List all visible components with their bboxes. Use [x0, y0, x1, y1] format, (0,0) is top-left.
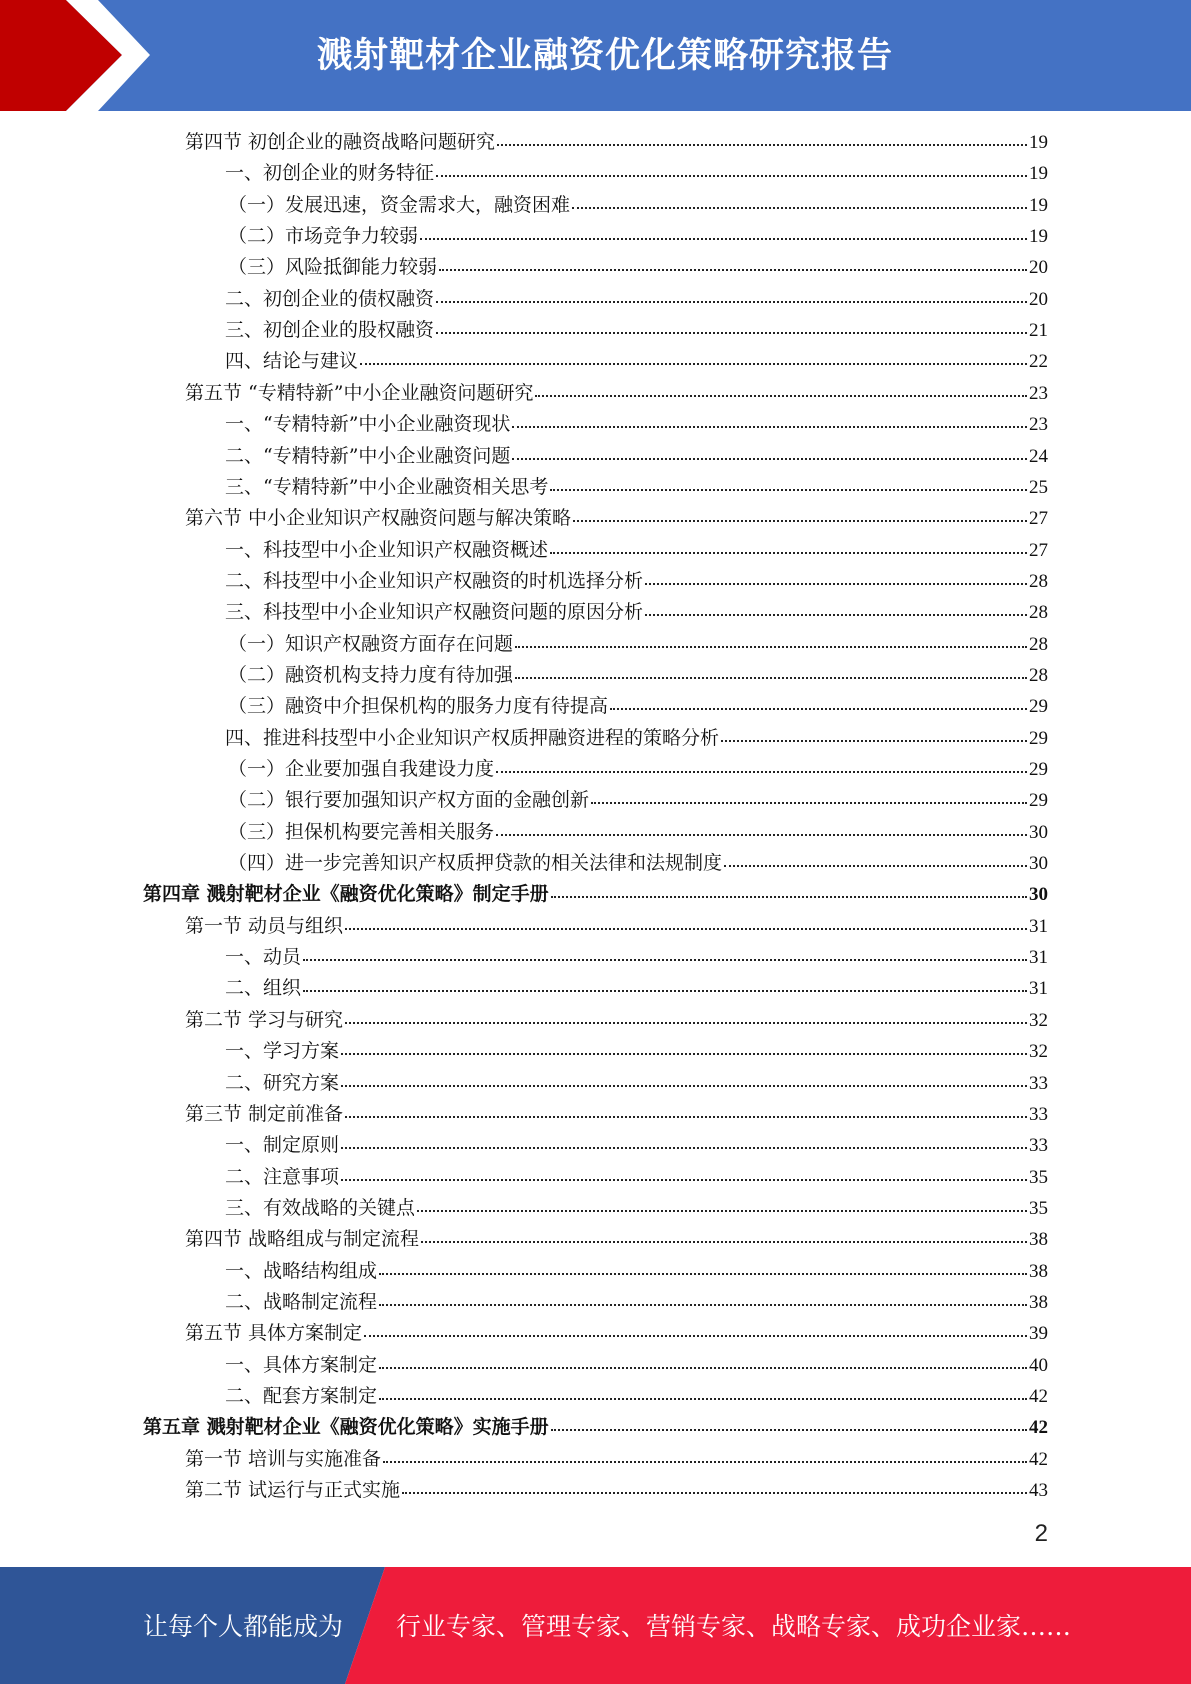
- toc-entry[interactable]: [228, 629, 1048, 659]
- toc-entry[interactable]: [225, 1130, 1048, 1160]
- toc-entry-label: 第二节 学习与研究: [185, 1008, 344, 1031]
- toc-leader-dots: [379, 1350, 1027, 1369]
- toc-leader-dots: [436, 158, 1027, 177]
- toc-entry-label: 一、初创企业的财务特征: [225, 162, 435, 185]
- toc-entry-page: 23: [1029, 414, 1048, 436]
- toc-entry[interactable]: [225, 441, 1048, 471]
- toc-entry-page: 42: [1029, 1448, 1048, 1470]
- toc-entry-page: 21: [1029, 320, 1048, 342]
- toc-entry-page: 31: [1029, 978, 1048, 1000]
- page-number: 2: [1034, 1520, 1048, 1547]
- toc-entry-page: 38: [1029, 1229, 1048, 1251]
- toc-leader-dots: [550, 472, 1027, 491]
- toc-entry-page: 32: [1029, 1041, 1048, 1063]
- toc-entry[interactable]: [225, 284, 1048, 314]
- toc-entry[interactable]: [185, 378, 1048, 408]
- toc-entry-page: 25: [1029, 476, 1048, 498]
- toc-leader-dots: [591, 785, 1027, 804]
- toc-leader-dots: [573, 503, 1027, 522]
- toc-leader-dots: [497, 127, 1027, 146]
- toc-entry-page: 19: [1029, 163, 1048, 185]
- toc-entry-label: 第四节 初创企业的融资战略问题研究: [185, 131, 496, 153]
- toc-leader-dots: [341, 1162, 1027, 1181]
- toc-entry-page: 27: [1029, 508, 1048, 530]
- toc-leader-dots: [512, 409, 1027, 428]
- toc-entry-label: 第一节 动员与组织: [185, 914, 344, 937]
- toc-entry-page: 43: [1029, 1480, 1048, 1502]
- toc-entry[interactable]: [225, 409, 1048, 439]
- toc-entry[interactable]: [228, 660, 1048, 690]
- toc-entry[interactable]: [228, 691, 1048, 721]
- toc-entry[interactable]: [143, 1412, 1048, 1442]
- toc-entry-page: 32: [1029, 1009, 1048, 1031]
- toc-entry-page: 19: [1029, 132, 1048, 153]
- toc-entry[interactable]: [228, 848, 1048, 878]
- toc-entry-label: 一、战略结构组成: [225, 1259, 378, 1282]
- toc-entry-page: 33: [1029, 1072, 1048, 1094]
- toc-entry-page: 29: [1029, 790, 1048, 812]
- toc-leader-dots: [610, 691, 1027, 710]
- toc-entry[interactable]: [185, 1318, 1048, 1348]
- toc-entry[interactable]: [225, 942, 1048, 972]
- toc-entry-page: 19: [1029, 194, 1048, 216]
- toc-leader-dots: [379, 1256, 1027, 1275]
- toc-entry-label: 二、组织: [225, 977, 302, 1000]
- toc-entry-page: 27: [1029, 539, 1048, 561]
- toc-entry[interactable]: [225, 1068, 1048, 1098]
- toc-entry[interactable]: [185, 1224, 1048, 1254]
- toc-leader-dots: [379, 1287, 1027, 1306]
- toc-entry-label: （二）市场竞争力较弱: [228, 225, 419, 248]
- toc-entry[interactable]: [228, 785, 1048, 815]
- page-footer: [0, 1567, 1191, 1684]
- toc-entry-page: 22: [1029, 351, 1048, 373]
- toc-entry[interactable]: [185, 1005, 1048, 1035]
- toc-entry-page: 24: [1029, 445, 1048, 467]
- toc-entry-label: （三）担保机构要完善相关服务: [228, 820, 495, 843]
- toc-entry-label: 二、研究方案: [225, 1071, 340, 1094]
- toc-entry-page: 42: [1029, 1386, 1048, 1407]
- toc-entry-label: （三）风险抵御能力较弱: [228, 256, 438, 279]
- toc-leader-dots: [402, 1475, 1027, 1494]
- toc-entry[interactable]: [228, 817, 1048, 847]
- toc-entry-page: 29: [1029, 759, 1048, 780]
- toc-leader-dots: [341, 1036, 1027, 1055]
- toc-entry[interactable]: [225, 1287, 1048, 1317]
- toc-entry[interactable]: [228, 190, 1048, 220]
- toc-entry-label: 三、有效战略的关键点: [225, 1196, 416, 1219]
- toc-entry-label: 一、学习方案: [225, 1040, 340, 1063]
- toc-entry-page: 28: [1029, 633, 1048, 655]
- toc-leader-dots: [724, 848, 1027, 867]
- toc-entry[interactable]: [225, 535, 1048, 565]
- toc-entry-label: （一）发展迅速，资金需求大，融资困难: [228, 193, 571, 216]
- toc-entry-label: （一）知识产权融资方面存在问题: [228, 632, 514, 655]
- toc-entry-label: 二、科技型中小企业知识产权融资的时机选择分析: [225, 569, 644, 592]
- toc-entry-label: （三）融资中介担保机构的服务力度有待提高: [228, 695, 609, 718]
- toc-leader-dots: [436, 315, 1027, 334]
- toc-entry-label: 四、推进科技型中小企业知识产权质押融资进程的策略分析: [225, 726, 720, 749]
- toc-entry-label: 一、具体方案制定: [225, 1353, 378, 1376]
- toc-entry-page: 33: [1029, 1135, 1048, 1157]
- toc-entry-label: 第二节 试运行与正式实施: [185, 1479, 401, 1502]
- toc-leader-dots: [345, 911, 1027, 930]
- toc-entry-page: 40: [1029, 1354, 1048, 1376]
- toc-entry-page: 35: [1029, 1166, 1048, 1188]
- toc-entry[interactable]: [225, 1381, 1048, 1411]
- toc-entry[interactable]: [225, 315, 1048, 345]
- toc-entry-label: 第三节 制定前准备: [185, 1102, 344, 1125]
- toc-entry-label: 三、科技型中小企业知识产权融资问题的原因分析: [225, 601, 644, 624]
- toc-leader-dots: [551, 1412, 1027, 1431]
- toc-leader-dots: [360, 346, 1027, 365]
- toc-entry-page: 38: [1029, 1291, 1048, 1313]
- toc-entry-page: 19: [1029, 226, 1048, 248]
- toc-leader-dots: [364, 1318, 1027, 1337]
- toc-entry-label: 一、“专精特新”中小企业融资现状: [225, 413, 511, 436]
- toc-entry-page: 28: [1029, 664, 1048, 686]
- toc-leader-dots: [341, 1068, 1027, 1087]
- toc-entry-page: 29: [1029, 727, 1048, 749]
- toc-entry[interactable]: [225, 723, 1048, 753]
- footer-slogan-right: 行业专家、管理专家、营销专家、战略专家、成功企业家……: [396, 1612, 1072, 1641]
- toc-entry[interactable]: [225, 472, 1048, 502]
- header-title: 溅射靶材企业融资优化策略研究报告: [317, 36, 894, 76]
- toc-leader-dots: [436, 284, 1027, 303]
- toc-entry-label: 二、战略制定流程: [225, 1290, 378, 1313]
- toc-entry-page: 23: [1029, 382, 1048, 404]
- toc-entry[interactable]: [225, 1036, 1048, 1066]
- toc-leader-dots: [341, 1130, 1027, 1149]
- toc-entry[interactable]: [225, 1162, 1048, 1192]
- toc-entry[interactable]: [225, 1256, 1048, 1286]
- toc-entry-page: 20: [1029, 288, 1048, 310]
- toc-leader-dots: [515, 629, 1027, 648]
- toc-entry-label: 四、结论与建议: [225, 350, 359, 373]
- toc-leader-dots: [512, 441, 1027, 460]
- toc-entry[interactable]: [185, 1444, 1048, 1474]
- toc-entry-page: 30: [1029, 884, 1048, 906]
- toc-entry-page: 28: [1029, 570, 1048, 592]
- toc-entry-label: 一、科技型中小企业知识产权融资概述: [225, 538, 549, 561]
- toc-entry-label: 二、注意事项: [225, 1165, 340, 1188]
- toc-entry[interactable]: [228, 221, 1048, 251]
- page-header: [0, 0, 1191, 111]
- toc-leader-dots: [721, 723, 1027, 742]
- toc-entry-label: 第五节 “专精特新”中小企业融资问题研究: [185, 381, 534, 404]
- toc-entry-label: 第六节 中小企业知识产权融资问题与解决策略: [185, 507, 572, 530]
- toc-entry-label: 第五节 具体方案制定: [185, 1322, 363, 1345]
- toc-entry[interactable]: [143, 879, 1048, 909]
- toc-entry[interactable]: [225, 597, 1048, 627]
- toc-entry-label: （二）融资机构支持力度有待加强: [228, 663, 514, 686]
- toc-entry-page: 30: [1029, 821, 1048, 843]
- toc-leader-dots: [345, 1005, 1027, 1024]
- toc-entry-label: 第四节 战略组成与制定流程: [185, 1228, 420, 1251]
- toc-entry[interactable]: [185, 911, 1048, 941]
- toc-entry-page: 31: [1029, 947, 1048, 969]
- toc-entry-page: 20: [1029, 257, 1048, 279]
- toc-entry-label: 三、初创企业的股权融资: [225, 319, 435, 342]
- toc-entry[interactable]: [225, 1193, 1048, 1223]
- toc-entry-label: 第一节 培训与实施准备: [185, 1447, 382, 1470]
- toc-entry-label: （二）银行要加强知识产权方面的金融创新: [228, 789, 590, 812]
- toc-entry[interactable]: [185, 127, 1048, 157]
- toc-entry-label: 二、“专精特新”中小企业融资问题: [225, 444, 511, 467]
- toc-entry[interactable]: [225, 973, 1048, 1003]
- toc-entry-page: 31: [1029, 915, 1048, 937]
- toc-leader-dots: [379, 1381, 1027, 1400]
- toc-entry[interactable]: [225, 158, 1048, 188]
- toc-entry-label: 一、制定原则: [225, 1134, 340, 1157]
- toc-leader-dots: [572, 190, 1027, 209]
- toc-entry-page: 42: [1029, 1417, 1048, 1439]
- toc-entry[interactable]: [228, 252, 1048, 282]
- toc-entry-label: 二、初创企业的债权融资: [225, 287, 435, 310]
- toc-entry-page: 35: [1029, 1197, 1048, 1219]
- toc-entry-page: 33: [1029, 1103, 1048, 1125]
- toc-leader-dots: [496, 817, 1027, 836]
- toc-entry-page: 30: [1029, 853, 1048, 875]
- toc-leader-dots: [417, 1193, 1027, 1212]
- toc-entry-page: 38: [1029, 1260, 1048, 1282]
- toc-leader-dots: [550, 535, 1027, 554]
- toc-entry-label: （四）进一步完善知识产权质押贷款的相关法律和法规制度: [228, 852, 723, 875]
- toc-entry-label: 第五章 溅射靶材企业《融资优化策略》实施手册: [143, 1416, 549, 1439]
- toc-leader-dots: [420, 221, 1027, 240]
- toc-entry[interactable]: [225, 346, 1048, 376]
- toc-leader-dots: [496, 754, 1027, 773]
- toc-entry[interactable]: [225, 566, 1048, 596]
- toc-entry-label: 一、动员: [225, 946, 302, 969]
- toc-entry-label: 第四章 溅射靶材企业《融资优化策略》制定手册: [143, 883, 549, 906]
- toc-entry-page: 39: [1029, 1323, 1048, 1345]
- toc-entry[interactable]: [185, 1099, 1048, 1129]
- toc-leader-dots: [303, 942, 1027, 961]
- toc-leader-dots: [535, 378, 1027, 397]
- toc-entry-label: 三、“专精特新”中小企业融资相关思考: [225, 475, 549, 498]
- toc-leader-dots: [645, 566, 1027, 585]
- toc-entry[interactable]: [228, 754, 1048, 784]
- toc-entry-label: 二、配套方案制定: [225, 1385, 378, 1407]
- footer-slogan-left: 让每个人都能成为: [143, 1612, 344, 1641]
- toc-leader-dots: [303, 973, 1027, 992]
- toc-entry[interactable]: [225, 1350, 1048, 1380]
- toc-entry-page: 28: [1029, 602, 1048, 624]
- toc-entry-page: 29: [1029, 696, 1048, 718]
- toc-leader-dots: [383, 1444, 1027, 1463]
- toc-entry-label: （一）企业要加强自我建设力度: [228, 758, 495, 780]
- toc-leader-dots: [345, 1099, 1027, 1118]
- toc-leader-dots: [551, 879, 1027, 898]
- toc-leader-dots: [439, 252, 1027, 271]
- toc-leader-dots: [515, 660, 1027, 679]
- toc-entry[interactable]: [185, 1475, 1048, 1505]
- toc-leader-dots: [421, 1224, 1027, 1243]
- toc-leader-dots: [645, 597, 1027, 616]
- toc-entry[interactable]: [185, 503, 1048, 533]
